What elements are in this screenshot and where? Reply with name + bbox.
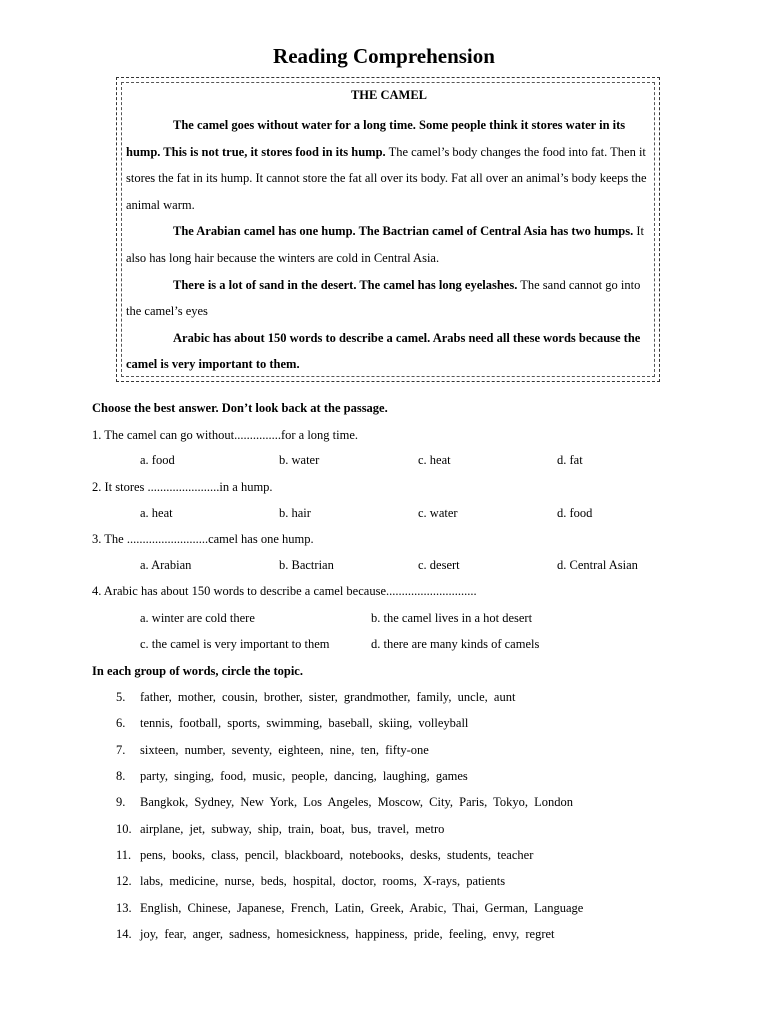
passage-normal-text: The camel’s body changes the food into fat. Then it stores the fat in its hump. It cannot store the fat all over its body. Fat all over an animal’s body keeps the animal warm. (126, 144, 647, 212)
option-2c: c. water (418, 506, 458, 520)
question-1: 1. The camel can go without...............for a long time. (92, 428, 359, 442)
word-group-11 (116, 848, 533, 863)
group-words: father, mother, cousin, brother, sister, grandmother, family, uncle, aunt (140, 690, 516, 704)
group-number: 5. (116, 690, 126, 704)
page-title: Reading Comprehension (273, 44, 495, 68)
passage-bold-text: The Arabian camel has one hump. The Bactrian camel of Central Asia has two humps. (173, 224, 634, 239)
group-words: pens, books, class, pencil, blackboard, notebooks, desks, students, teacher (140, 848, 534, 862)
option-4b: b. the camel lives in a hot desert (371, 611, 533, 625)
passage-paragraph (126, 272, 648, 325)
option-1c: c. heat (418, 453, 451, 467)
passage-paragraph (126, 325, 648, 378)
option-1d: d. fat (557, 453, 583, 467)
passage-paragraph (126, 112, 648, 218)
group-number: 8. (116, 769, 126, 783)
word-group-13 (116, 901, 583, 916)
option-2d: d. food (557, 506, 593, 520)
section1-instruction: Choose the best answer. Don’t look back at the passage. (92, 401, 388, 415)
option-2a: a. heat (140, 506, 173, 520)
option-2b: b. hair (279, 506, 311, 520)
option-1b: b. water (279, 453, 320, 467)
group-words: Bangkok, Sydney, New York, Los Angeles, Moscow, City, Paris, Tokyo, London (140, 795, 574, 809)
option-3a: a. Arabian (140, 558, 192, 572)
section2-instruction: In each group of words, circle the topic. (92, 664, 303, 678)
group-words: labs, medicine, nurse, beds, hospital, doctor, rooms, X-rays, patients (140, 874, 506, 888)
passage-bold-text: The camel goes without water for a long time. Some people think it stores water in its hump. This is not true, it stores food in its hump. (126, 118, 626, 159)
group-words: party, singing, food, music, people, dancing, laughing, games (140, 769, 468, 783)
group-words: airplane, jet, subway, ship, train, boat, bus, travel, metro (140, 822, 445, 836)
passage-paragraph (126, 218, 648, 271)
option-3b: b. Bactrian (279, 558, 334, 572)
group-number: 14. (116, 927, 132, 941)
word-group-8 (116, 769, 468, 784)
option-3d: d. Central Asian (557, 558, 638, 572)
word-group-5 (116, 690, 515, 705)
option-4a: a. winter are cold there (140, 611, 255, 625)
group-number: 9. (116, 795, 126, 809)
option-3c: c. desert (418, 558, 460, 572)
group-number: 6. (116, 716, 126, 730)
word-group-12 (116, 874, 505, 889)
passage-normal-text: The sand cannot go into the camel’s eyes (126, 277, 641, 319)
word-group-9 (116, 795, 573, 810)
group-words: sixteen, number, seventy, eighteen, nine, ten, fifty-one (140, 743, 429, 757)
passage-normal-text: It also has long hair because the winters are cold in Central Asia. (126, 224, 644, 265)
passage-bold-text: There is a lot of sand in the desert. The camel has long eyelashes. (173, 277, 518, 292)
group-number: 7. (116, 743, 126, 757)
word-group-7 (116, 743, 429, 758)
group-number: 11. (116, 848, 132, 862)
group-number: 12. (116, 874, 132, 888)
option-4d: d. there are many kinds of camels (371, 637, 540, 651)
passage-text (126, 112, 648, 378)
group-words: tennis, football, sports, swimming, baseball, skiing, volleyball (140, 716, 469, 730)
passage-heading: THE CAMEL (350, 88, 428, 102)
question-4: 4. Arabic has about 150 words to describe a camel because............................. (92, 584, 477, 598)
group-words: English, Chinese, Japanese, French, Latin, Greek, Arabic, Thai, German, Language (140, 901, 584, 915)
option-4c: c. the camel is very important to them (140, 637, 330, 651)
group-words: joy, fear, anger, sadness, homesickness, happiness, pride, feeling, envy, regret (140, 927, 555, 941)
group-number: 10. (116, 822, 132, 836)
word-group-14 (116, 927, 555, 942)
word-group-6 (116, 716, 468, 731)
passage-bold-text: Arabic has about 150 words to describe a camel. Arabs need all these words because the camel is very important to them. (126, 330, 641, 372)
option-1a: a. food (140, 453, 175, 467)
group-number: 13. (116, 901, 132, 915)
question-2: 2. It stores .......................in a hump. (92, 480, 273, 494)
question-3: 3. The ..........................camel has one hump. (92, 532, 314, 546)
word-group-10 (116, 822, 444, 837)
